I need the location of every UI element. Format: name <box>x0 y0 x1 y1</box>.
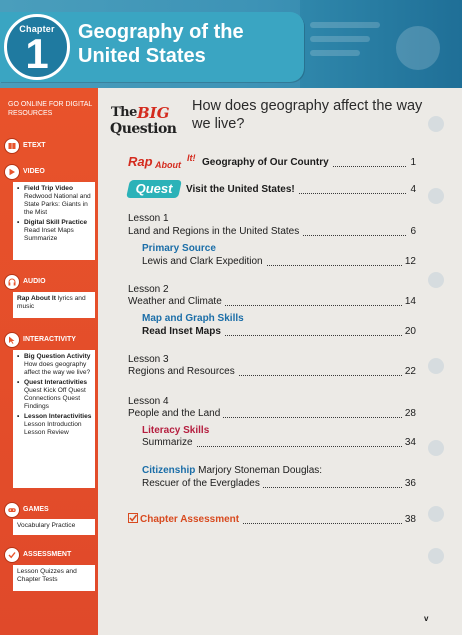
toc-entry-page: 6 <box>407 225 416 239</box>
rap-logo-rap: Rap <box>128 154 153 169</box>
book-icon <box>4 138 20 154</box>
list-item[interactable] <box>17 413 92 437</box>
big-question-text: How does geography affect the way we live? <box>192 98 423 132</box>
sidebar-label-games: GAMES <box>23 506 49 513</box>
list-item[interactable] <box>17 353 92 377</box>
table-of-contents <box>98 88 462 635</box>
assessment-resource-box[interactable] <box>13 565 95 591</box>
bleed-circle <box>396 26 440 70</box>
feature-label: Literacy Skills <box>142 425 210 436</box>
resource-title: • Lesson Interactivities <box>24 413 92 420</box>
bq-logo-big: BIG <box>137 104 170 122</box>
toc-entry-page: 38 <box>402 513 416 527</box>
toc-entry-label: Regions and Resources <box>128 365 238 379</box>
play-icon <box>4 164 20 180</box>
assessment-resource-text: Lesson Quizzes and Chapter Tests <box>17 568 77 583</box>
toc-entry-label: Geography of Our Country <box>202 156 332 170</box>
toc-entry-label-part: Marjory Stoneman Douglas: <box>198 465 323 476</box>
next-page-bleed <box>300 0 462 88</box>
big-question-logo <box>108 101 177 139</box>
resource-body: Redwood National and State Parks: Giants in the Mist <box>24 193 91 216</box>
rap-logo-it: It! <box>187 153 196 163</box>
toc-lesson-2[interactable] <box>128 295 416 309</box>
toc-lesson-3[interactable] <box>128 365 416 379</box>
resource-title: • Field Trip Video <box>24 185 73 192</box>
toc-entry-label: People and the Land <box>128 407 223 421</box>
chapter-word: Chapter <box>19 24 55 34</box>
lesson-number: Lesson 3 <box>128 354 169 365</box>
feature-label: Map and Graph Skills <box>142 313 244 324</box>
video-resource-box <box>13 182 95 260</box>
toc-primary-source[interactable] <box>142 255 416 269</box>
resource-body: How does geography affect the way we live? <box>24 361 91 376</box>
toc-entry-label: Weather and Climate <box>128 295 225 309</box>
audio-resource-rest: lyrics and music <box>17 295 86 310</box>
interactivity-resource-box <box>13 350 95 488</box>
lesson-number: Lesson 2 <box>128 284 169 295</box>
sidebar-item-etext[interactable] <box>4 138 98 154</box>
toc-entry-label-text: Chapter Assessment <box>140 514 240 525</box>
quest-logo <box>126 180 182 198</box>
lesson-number: Lesson 4 <box>128 396 169 407</box>
resource-body: Read Inset Maps Summarize <box>24 227 74 242</box>
chapter-badge <box>4 14 70 80</box>
toc-lesson-4[interactable] <box>128 407 416 421</box>
toc-entry-label: Lewis and Clark Expedition <box>142 255 266 269</box>
sidebar-item-audio[interactable] <box>4 274 98 290</box>
list-item[interactable] <box>17 185 92 217</box>
list-item[interactable] <box>17 379 92 411</box>
page-number: v <box>424 614 429 623</box>
sidebar-label-video: VIDEO <box>23 168 45 175</box>
toc-entry-label: Summarize <box>142 436 196 450</box>
resource-title: • Digital Skill Practice <box>24 219 88 226</box>
feature-label: Citizenship <box>142 465 196 476</box>
sidebar-label-assessment: ASSESSMENT <box>23 551 72 558</box>
rap-about-it-logo <box>128 152 202 174</box>
toc-entry-label <box>128 513 242 527</box>
bleed-line <box>310 50 360 56</box>
toc-entry-page: 14 <box>402 295 416 309</box>
sidebar-label-interactivity: INTERACTIVITY <box>23 336 76 343</box>
audio-resource-bold: Rap About It <box>17 295 56 302</box>
rap-logo-about: About <box>155 160 181 170</box>
sidebar-item-games[interactable] <box>4 502 98 518</box>
toc-entry-label: Read Inset Maps <box>142 325 224 339</box>
toc-lesson-1[interactable] <box>128 225 416 239</box>
checkmark-icon <box>4 547 20 563</box>
checkbox-check-icon <box>128 513 138 523</box>
quest-logo-text: Quest <box>135 181 173 196</box>
bq-logo-question: Question <box>110 121 177 137</box>
bleed-line <box>310 36 370 42</box>
cursor-icon <box>4 332 20 348</box>
toc-entry-page: 1 <box>407 156 416 170</box>
toc-citizenship-line-2[interactable] <box>142 477 416 491</box>
toc-entry-label: Rescuer of the Everglades <box>142 477 263 491</box>
chapter-number: 1 <box>25 30 49 77</box>
toc-quest-entry[interactable] <box>186 183 416 197</box>
gamepad-icon <box>4 502 20 518</box>
sidebar-label-etext: ETEXT <box>23 142 46 149</box>
toc-entry-label <box>142 464 325 478</box>
sidebar-label-audio: AUDIO <box>23 278 46 285</box>
toc-map-graph-skills[interactable] <box>142 325 416 339</box>
chapter-title: Geography of the United States <box>78 21 244 67</box>
toc-entry-page: 22 <box>402 365 416 379</box>
go-online-text: GO ONLINE FOR DIGITAL RESOURCES <box>8 101 93 117</box>
resource-title: • Quest Interactivities <box>24 379 88 386</box>
games-resource-text: Vocabulary Practice <box>17 522 76 529</box>
sidebar-item-interactivity[interactable] <box>4 332 98 348</box>
feature-label: Primary Source <box>142 243 216 254</box>
toc-rap-entry[interactable] <box>202 156 416 170</box>
resource-title: • Big Question Activity <box>24 353 91 360</box>
toc-literacy-skills[interactable] <box>142 436 416 450</box>
audio-resource-text <box>17 295 92 311</box>
games-resource-box[interactable] <box>13 519 95 535</box>
toc-entry-label: Land and Regions in the United States <box>128 225 302 239</box>
toc-entry-page: 36 <box>402 477 416 491</box>
toc-entry-page: 34 <box>402 436 416 450</box>
lesson-number: Lesson 1 <box>128 213 169 224</box>
audio-resource-box[interactable] <box>13 292 95 318</box>
toc-entry-page: 12 <box>402 255 416 269</box>
bq-logo-the: The <box>111 105 137 120</box>
toc-entry-page: 28 <box>402 407 416 421</box>
resource-body: Quest Kick Off Quest Connections Quest Findings <box>24 387 86 410</box>
sidebar-item-video[interactable] <box>4 164 98 180</box>
digital-resources-sidebar <box>0 88 98 635</box>
toc-entry-label: Visit the United States! <box>186 183 298 197</box>
resource-body: Lesson Introduction Lesson Review <box>24 421 82 436</box>
headphones-icon <box>4 274 20 290</box>
toc-citizenship-line-1[interactable] <box>142 464 416 478</box>
toc-entry-page: 4 <box>407 183 416 197</box>
toc-chapter-assessment[interactable] <box>128 513 416 527</box>
list-item[interactable] <box>17 219 92 243</box>
toc-entry-page: 20 <box>402 325 416 339</box>
bleed-line <box>310 22 380 28</box>
sidebar-item-assessment[interactable] <box>4 547 98 563</box>
